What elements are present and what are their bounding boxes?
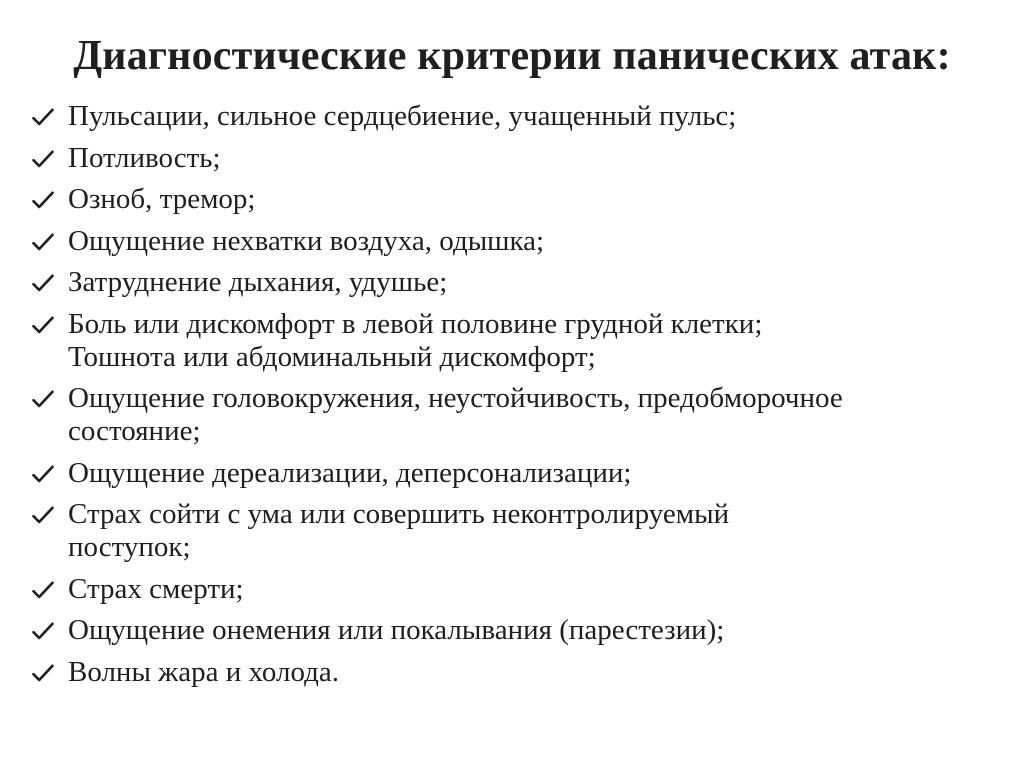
list-item-text: Потливость; (68, 141, 221, 174)
list-item (30, 100, 1000, 133)
list-item (30, 183, 1000, 216)
slide-title: Диагностические критерии панических атак: (73, 33, 951, 79)
list-item-text: Боль или дискомфорт в левой половине грудной клетки; (68, 307, 763, 340)
list-item-text: Пульсации, сильное сердцебиение, учащенный пульс; (68, 100, 737, 132)
list-item (30, 498, 1000, 564)
list-item (30, 308, 1000, 374)
list-item-text: Ощущение нехватки воздуха, одышка; (68, 224, 545, 257)
list-item (30, 266, 1000, 299)
list-item-text: поступок; (68, 531, 191, 563)
list-item-text: Ощущение дереализации, деперсонализации; (68, 456, 632, 489)
list-item-text: Тошнота или абдоминальный дискомфорт; (68, 340, 596, 373)
list-item-text: состояние; (68, 415, 201, 447)
list-item (30, 656, 1000, 689)
list-item-text: Волны жара и холода. (68, 655, 340, 688)
checkmark-icon (30, 656, 60, 689)
list-item (30, 142, 1000, 175)
list-item-text: Страх смерти; (68, 572, 244, 605)
checkmark-icon (30, 100, 60, 133)
list-item (30, 225, 1000, 258)
criteria-list (30, 100, 1000, 697)
list-item-text: Ощущение онемения или покалывания (парестезии); (68, 614, 725, 646)
checkmark-icon (30, 183, 60, 216)
checkmark-icon (30, 225, 60, 258)
checkmark-icon (30, 266, 60, 299)
checkmark-icon (30, 142, 60, 175)
list-item-text: Озноб, тремор; (68, 183, 256, 215)
checkmark-icon (30, 614, 60, 647)
list-item-text: Затруднение дыхания, удушье; (68, 266, 448, 298)
list-item (30, 614, 1000, 647)
checkmark-icon (30, 573, 60, 606)
list-item (30, 382, 1000, 448)
checkmark-icon (30, 457, 60, 490)
checkmark-icon (30, 498, 60, 531)
checkmark-icon (30, 308, 60, 341)
checkmark-icon (30, 382, 60, 415)
list-item-text: Страх сойти с ума или совершить неконтролируемый (68, 498, 730, 530)
list-item (30, 457, 1000, 490)
list-item-text: Ощущение головокружения, неустойчивость, предобморочное (68, 382, 843, 414)
list-item (30, 573, 1000, 606)
